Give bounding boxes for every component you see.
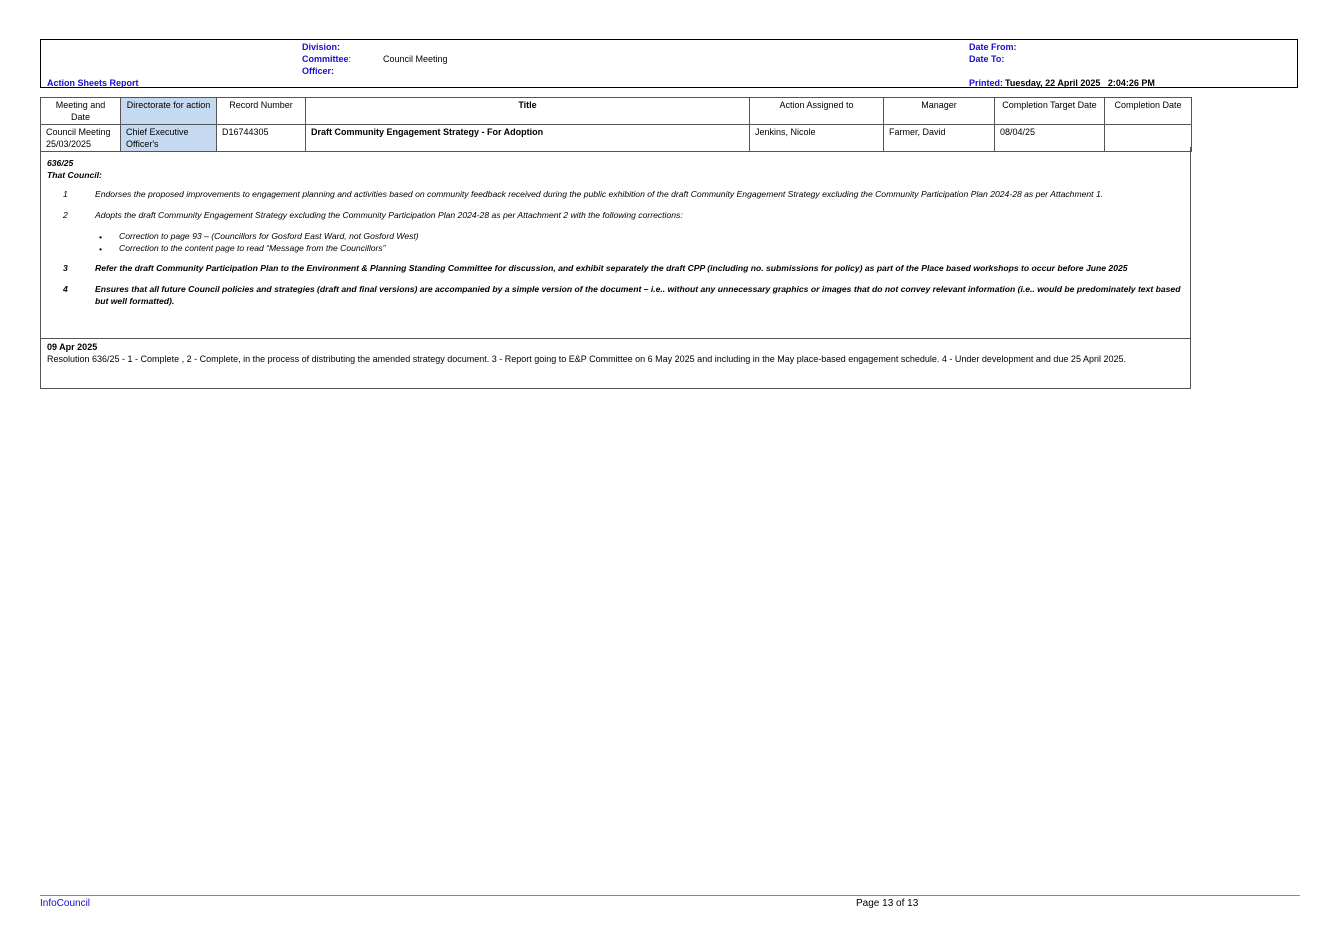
table-header-row xyxy=(41,98,1192,125)
report-title: Action Sheets Report xyxy=(47,78,139,88)
col-title: Title xyxy=(306,98,750,125)
record-number-cell: D16744305 xyxy=(217,125,306,152)
resolution-item: Refer the draft Community Participation Plan to the Environment & Planning Standing Committee for discussion, and exhibit separately the draft CPP (including no. submissions for policy) as part of the Place based workshops to occur before June 2025 xyxy=(95,263,1128,273)
division-label: Division: xyxy=(302,42,341,52)
manager-cell: Farmer, David xyxy=(884,125,995,152)
col-record-number: Record Number xyxy=(217,98,306,125)
date-to-label: Date To: xyxy=(969,54,1005,64)
meeting-cell: Council Meeting 25/03/2025 xyxy=(41,125,121,152)
col-assigned-to: Action Assigned to xyxy=(750,98,884,125)
col-target-date: Completion Target Date xyxy=(995,98,1105,125)
printed-label: Printed: xyxy=(969,78,1004,88)
directorate-cell: Chief Executive Officer's xyxy=(121,125,217,152)
progress-date: 09 Apr 2025 xyxy=(47,342,98,352)
bullet-icon: • xyxy=(99,232,103,242)
col-directorate: Directorate for action xyxy=(121,98,217,125)
resolution-item: Adopts the draft Community Engagement Strategy excluding the Community Participation Plan 2024-28 as per Attachment 2 with the following corrections: xyxy=(95,210,683,220)
title-cell: Draft Community Engagement Strategy - For Adoption xyxy=(306,125,750,152)
committee-label: Committee: xyxy=(302,54,352,64)
printed-value: Tuesday, 22 April 2025 2:04:26 PM xyxy=(1005,78,1155,88)
report-header xyxy=(40,39,1298,88)
footer-brand: InfoCouncil xyxy=(40,898,91,909)
target-date-cell: 08/04/25 xyxy=(995,125,1105,152)
resolution-item: Endorses the proposed improvements to engagement planning and activities based on community feedback received during the public exhibition of the draft Community Engagement Strategy excluding the Community Participation Plan 2024-28 as per Attachment 1. xyxy=(95,189,1104,199)
officer-label: Officer: xyxy=(302,66,335,76)
correction-item: Correction to the content page to read “Message from the Councillors” xyxy=(119,243,386,253)
col-meeting-date: Meeting and Date xyxy=(41,98,121,125)
item-number: 3 xyxy=(63,263,68,273)
item-number: 1 xyxy=(63,189,68,199)
page-number: Page 13 of 13 xyxy=(856,898,919,909)
bullet-icon: • xyxy=(99,244,103,254)
item-number: 2 xyxy=(63,210,68,220)
resolution-item: Ensures that all future Council policies and strategies (draft and final versions) are accompanied by a simple version of the document – i.e.. without any unnecessary graphics or images that do not convey relevant information (i.e.. would be predominately text based but well formatted). xyxy=(95,284,1181,306)
footer-divider xyxy=(40,895,1300,896)
date-from-label: Date From: xyxy=(969,42,1017,52)
committee-value: Council Meeting xyxy=(383,54,448,64)
resolution-text xyxy=(40,147,1191,339)
assigned-to-cell: Jenkins, Nicole xyxy=(750,125,884,152)
col-manager: Manager xyxy=(884,98,995,125)
col-completion-date: Completion Date xyxy=(1105,98,1192,125)
item-number: 4 xyxy=(63,284,68,294)
action-table xyxy=(40,97,1192,152)
resolution-number: 636/25 xyxy=(47,158,74,168)
correction-item: Correction to page 93 – (Councillors for Gosford East Ward, not Gosford West) xyxy=(119,231,419,241)
progress-text: Resolution 636/25 - 1 - Complete , 2 - Complete, in the process of distributing the amended strategy document. 3 - Report going to E&P Committee on 6 May 2025 and including in the May place-based engagement schedule. 4 - Under development and due 25 April 2025. xyxy=(47,354,1126,364)
progress-note xyxy=(40,338,1191,389)
resolution-preamble: That Council: xyxy=(47,170,102,180)
